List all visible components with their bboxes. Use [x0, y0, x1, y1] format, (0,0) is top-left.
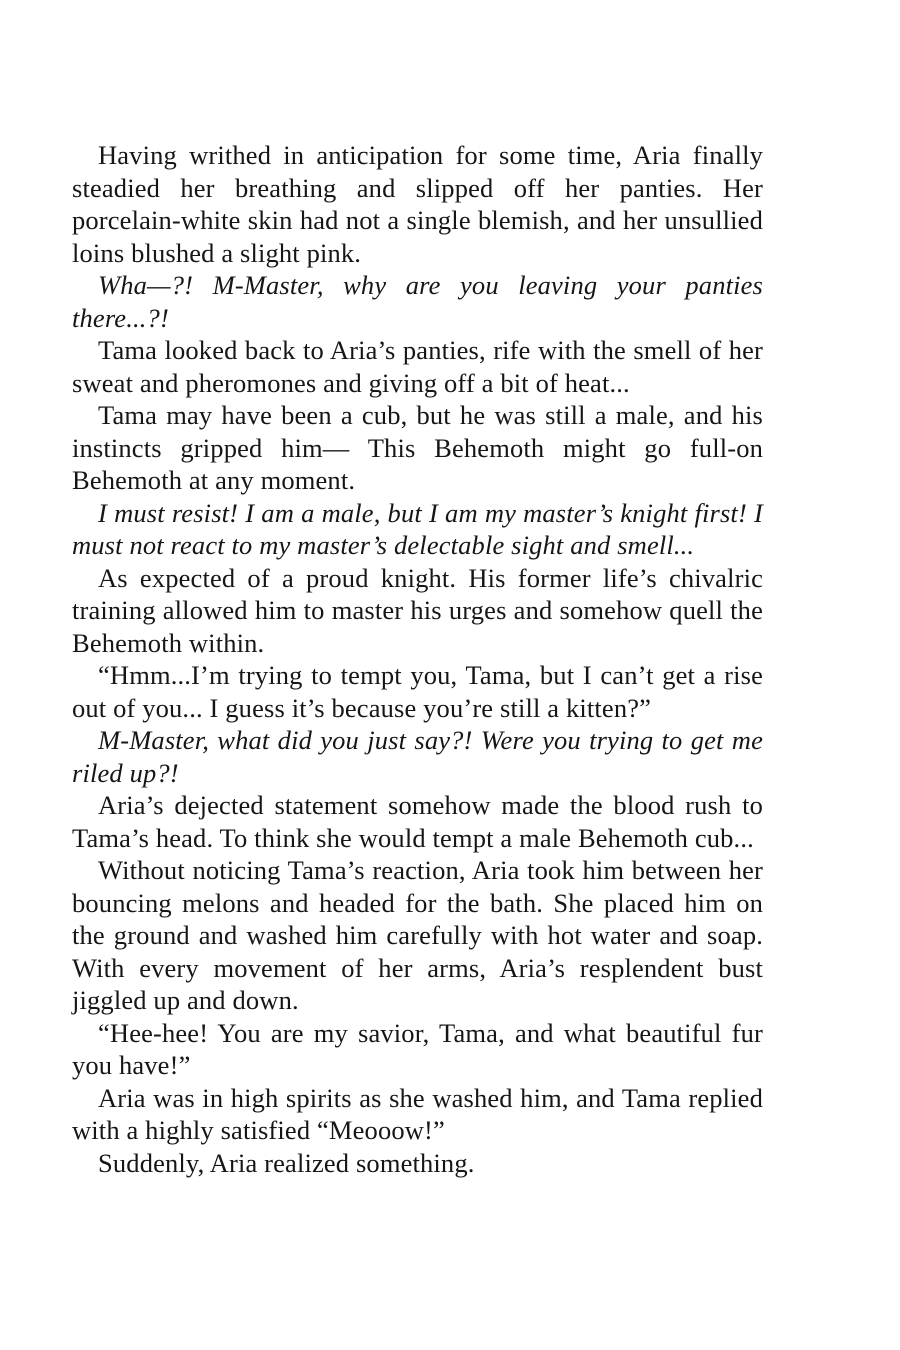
paragraph: Tama may have been a cub, but he was still a male, and his instincts gripped him— This Behemoth might go full-on Behemoth at any moment. [72, 400, 763, 495]
paragraph: M-Master, what did you just say?! Were you trying to get me riled up?! [72, 725, 763, 788]
paragraph: Suddenly, Aria realized something. [98, 1147, 475, 1178]
paragraph: “Hmm...I’m trying to tempt you, Tama, but I can’t get a rise out of you... I guess it’s because you’re still a kitten?” [72, 660, 763, 723]
paragraph: I must resist! I am a male, but I am my master’s knight first! I must not react to my master’s delectable sight and smell... [72, 497, 763, 560]
paragraph: Aria’s dejected statement somehow made the blood rush to Tama’s head. To think she would tempt a male Behemoth cub... [72, 790, 763, 853]
paragraph: As expected of a proud knight. His former life’s chivalric training allowed him to master his urges and somehow quell the Behemoth within. [72, 562, 763, 658]
paragraph: “Hee-hee! You are my savior, Tama, and what beautiful fur you have!” [72, 1017, 763, 1080]
paragraph: Without noticing Tama’s reaction, Aria took him between her bouncing melons and headed for the bath. She placed him on the ground and washed him carefully with hot water and soap. With every movement of her arms, Aria’s resplendent bust jiggled up and down. [72, 855, 763, 1015]
paragraph: Tama looked back to Aria’s panties, rife with the smell of her sweat and pheromones and giving off a bit of heat... [72, 335, 763, 398]
paragraph: Aria was in high spirits as she washed him, and Tama replied with a highly satisfied “Meooow!” [72, 1082, 763, 1145]
paragraph: Wha—?! M-Master, why are you leaving your panties there...?! [72, 270, 763, 333]
paragraph: Having writhed in anticipation for some time, Aria finally steadied her breathing and slipped off her panties. Her porcelain-white skin had not a single blemish, and her unsullied loins blushed a slight pink. [72, 140, 763, 268]
